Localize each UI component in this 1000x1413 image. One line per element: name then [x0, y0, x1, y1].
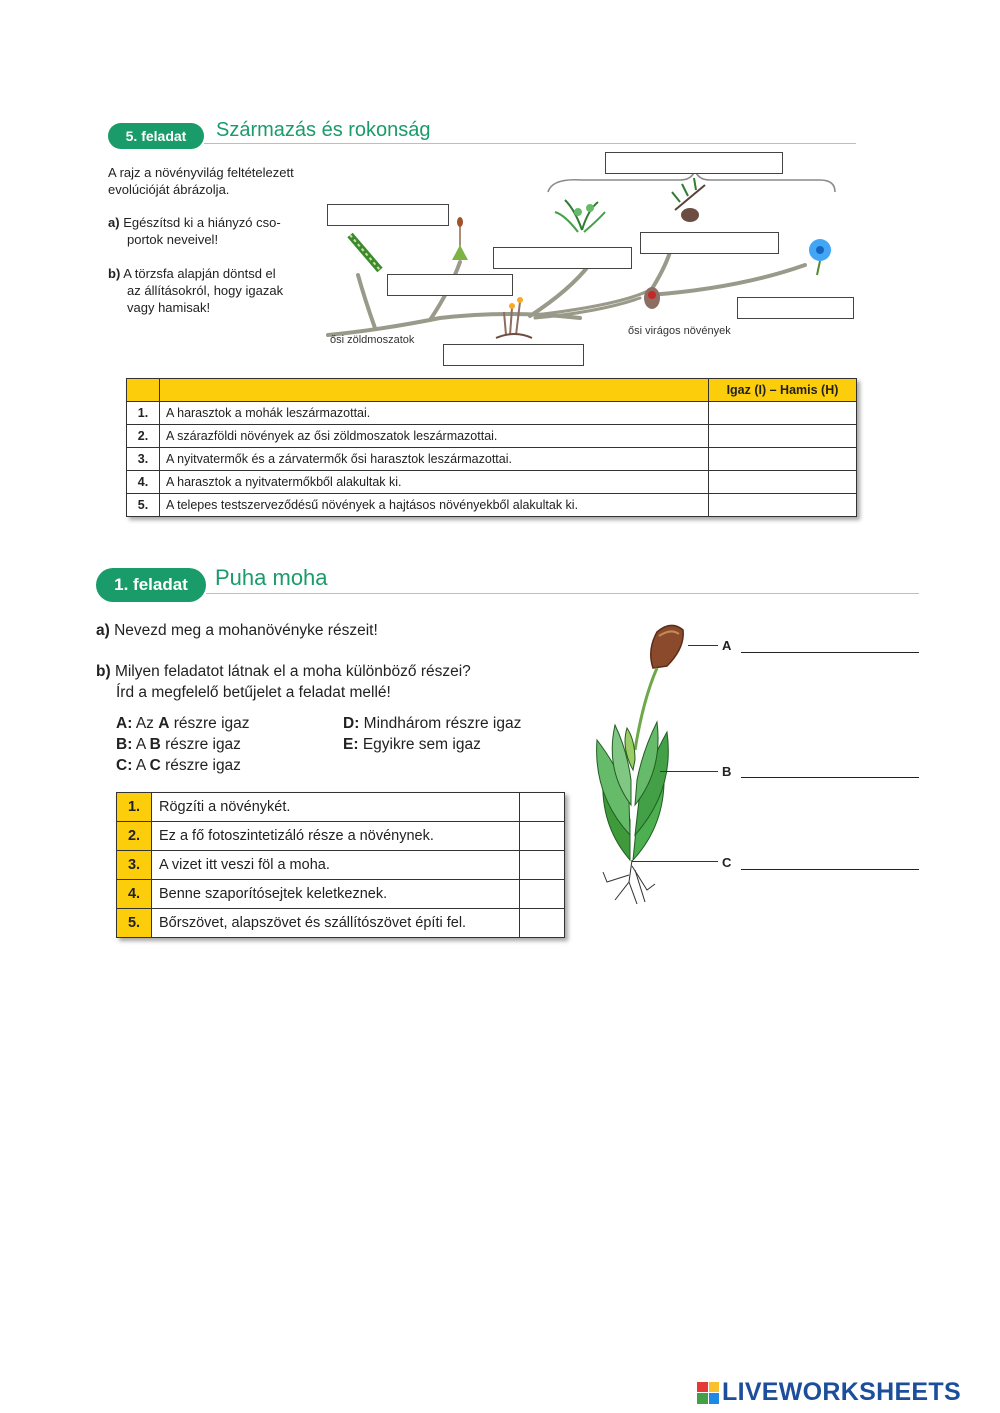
part-letter-c: C	[722, 855, 732, 870]
liveworksheets-logo[interactable]	[697, 1378, 961, 1407]
task1-title-rule	[206, 593, 919, 594]
answer-line-b[interactable]	[741, 777, 919, 778]
option-a: A: Az A részre igaz	[116, 715, 250, 732]
pointer-line-a	[688, 645, 718, 646]
table-row	[127, 494, 857, 517]
row-number: 2.	[127, 425, 160, 448]
answer-line-c[interactable]	[741, 869, 919, 870]
row-number: 4.	[117, 880, 152, 909]
option-b: B: A B részre igaz	[116, 736, 241, 753]
branch-gymno	[650, 252, 670, 292]
task5-instruction-b: b) A törzsfa alapján döntsd el az állításokról, hogy igazak vagy hamisak!	[108, 266, 284, 315]
answer-cell[interactable]	[520, 909, 565, 938]
row-statement: Bőrszövet, alapszövet és szállítószövet építi fel.	[152, 909, 520, 938]
table-row	[117, 793, 565, 822]
row-number: 5.	[117, 909, 152, 938]
moss-plant-illustration	[585, 620, 715, 910]
answer-cell[interactable]	[520, 793, 565, 822]
row-statement: Ez a fő fotoszintetizáló része a növénynek.	[152, 822, 520, 851]
moss-leaves-icon	[597, 722, 669, 860]
row-statement: Rögzíti a növénykét.	[152, 793, 520, 822]
row-number: 1.	[127, 402, 160, 425]
row-statement: A nyitvatermők és a zárvatermők ősi harasztok leszármazottai.	[160, 448, 709, 471]
answer-cell[interactable]	[520, 880, 565, 909]
task1-function-table	[116, 792, 565, 938]
row-number: 4.	[127, 471, 160, 494]
row-statement: A telepes testszerveződésű növények a hajtásos növényekből alakultak ki.	[160, 494, 709, 517]
moss-icon	[452, 217, 468, 260]
group-name-box-7[interactable]	[443, 344, 584, 366]
answer-cell[interactable]	[709, 471, 857, 494]
group-name-box-2[interactable]	[327, 204, 449, 226]
cornflower-icon	[809, 239, 831, 275]
table-row	[127, 425, 857, 448]
option-d: D: Mindhárom részre igaz	[343, 715, 522, 732]
answer-cell[interactable]	[709, 425, 857, 448]
answer-line-a[interactable]	[741, 652, 919, 653]
row-statement: A harasztok a mohák leszármazottai.	[160, 402, 709, 425]
header-num-cell	[127, 379, 160, 402]
branch-mosses	[358, 275, 375, 328]
answer-cell[interactable]	[520, 822, 565, 851]
group-name-box-1[interactable]	[605, 152, 783, 174]
pointer-line-c	[632, 861, 718, 862]
task1-badge: 1. feladat	[96, 568, 206, 602]
row-number: 5.	[127, 494, 160, 517]
group-name-box-3[interactable]	[493, 247, 632, 269]
liveworksheets-logo-text: LIVEWORKSHEETS	[722, 1378, 961, 1406]
table-row	[117, 909, 565, 938]
label-green-algae: ősi zöldmoszatok	[330, 334, 415, 346]
table-row	[117, 851, 565, 880]
answer-cell[interactable]	[709, 402, 857, 425]
pointer-line-b	[660, 771, 718, 772]
row-statement: A szárazföldi növények az ősi zöldmoszatok leszármazottai.	[160, 425, 709, 448]
task5-instruction-a: a) Egészítsd ki a hiányzó cso- portok neveivel!	[108, 215, 281, 247]
task5-badge: 5. feladat	[108, 123, 204, 149]
pine-icon	[672, 178, 705, 222]
primitive-flower-icon	[644, 287, 660, 309]
ancestral-land-plant-icon	[496, 297, 532, 338]
task5-true-false-table	[126, 378, 857, 517]
part-letter-b: B	[722, 764, 732, 779]
task5-title: Származás és rokonság	[216, 119, 431, 141]
option-c: C: A C részre igaz	[116, 757, 241, 774]
task5-intro: A rajz a növényvilág feltételezett evolúcióját ábrázolja.	[108, 165, 294, 197]
row-statement: Benne szaporítósejtek keletkeznek.	[152, 880, 520, 909]
branch-angio	[650, 265, 805, 295]
row-number: 3.	[127, 448, 160, 471]
option-e: E: Egyikre sem igaz	[343, 736, 481, 753]
table-row	[127, 402, 857, 425]
row-statement: A vizet itt veszi föl a moha.	[152, 851, 520, 880]
answer-cell[interactable]	[520, 851, 565, 880]
table-row	[117, 880, 565, 909]
task1-instruction-a: a) Nevezd meg a mohanövényke részeit!	[96, 622, 378, 639]
table-row	[127, 448, 857, 471]
header-statement-cell	[160, 379, 709, 402]
algae-icon	[350, 235, 380, 270]
liveworksheets-logo-icon	[697, 1382, 719, 1404]
row-number: 3.	[117, 851, 152, 880]
part-letter-a: A	[722, 638, 732, 653]
label-flowering: ősi virágos növények	[628, 325, 731, 337]
group-name-box-5[interactable]	[387, 274, 513, 296]
answer-cell[interactable]	[709, 494, 857, 517]
answer-cell[interactable]	[709, 448, 857, 471]
table-row	[127, 471, 857, 494]
row-number: 1.	[117, 793, 152, 822]
moss-rhizoids-icon	[603, 860, 655, 904]
row-number: 2.	[117, 822, 152, 851]
table-header-row	[127, 379, 857, 402]
group-name-box-6[interactable]	[737, 297, 854, 319]
group-name-box-4[interactable]	[640, 232, 779, 254]
header-true-false: Igaz (I) – Hamis (H)	[709, 379, 857, 402]
fern-icon	[555, 200, 605, 232]
task1-instruction-b: b) Milyen feladatot látnak el a moha különböző részei? Írd a megfelelő betűjelet a feladat mellé!	[96, 663, 471, 701]
row-statement: A harasztok a nyitvatermőkből alakultak ki.	[160, 471, 709, 494]
moss-capsule-icon	[651, 625, 683, 668]
table-row	[117, 822, 565, 851]
task1-title: Puha moha	[215, 565, 328, 590]
